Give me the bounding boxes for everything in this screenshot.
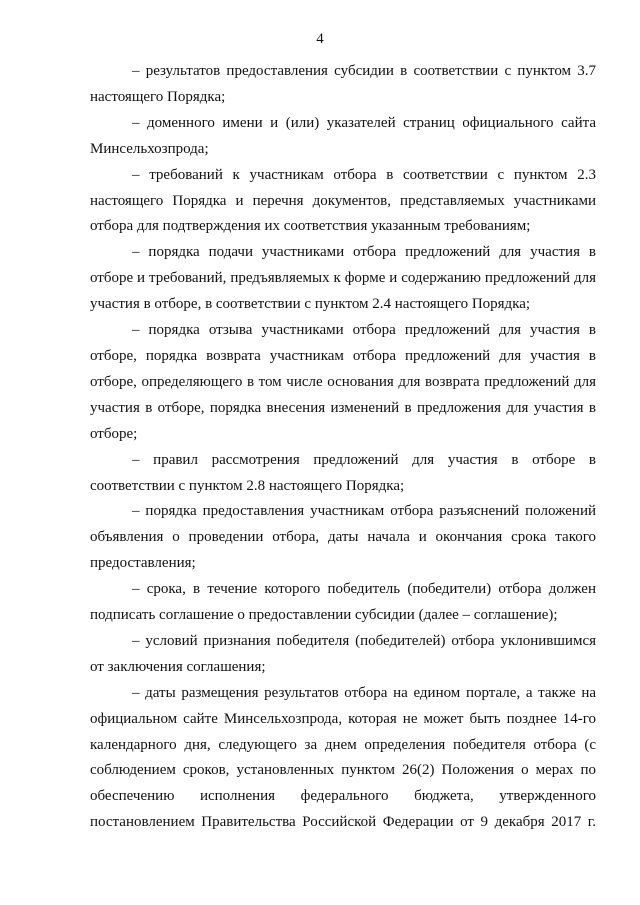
list-item: – условий признания победителя (победителей) отбора уклонившимся от заключения соглашения;	[90, 632, 596, 675]
list-item: – требований к участникам отбора в соответствии с пунктом 2.3 настоящего Порядка и перечня документов, представляемых участниками отбора для подтверждения их соответствия указанным требованиям;	[90, 166, 596, 235]
list-item: – доменного имени и (или) указателей страниц официального сайта Минсельхозпрода;	[90, 114, 596, 157]
list-item: – порядка отзыва участниками отбора предложений для участия в отборе, порядка возврата участникам отбора предложений для участия в отборе, определяющего в том числе основания для возврата предложений для участия в отборе, порядка внесения изменений в предложения для участия в отборе;	[90, 322, 596, 442]
page-number: 4	[316, 31, 324, 47]
list-item: – срока, в течение которого победитель (победители) отбора должен подписать соглашение о предоставлении субсидии (далее – соглашение);	[90, 581, 596, 624]
list-item: – порядка подачи участниками отбора предложений для участия в отборе и требований, предъявляемых к форме и содержанию предложений для участия в отборе, в соответствии с пунктом 2.4 настоящего Порядка;	[90, 244, 596, 313]
list-item: – правил рассмотрения предложений для участия в отборе в соответствии с пунктом 2.8 настоящего Порядка;	[90, 451, 596, 494]
list-item: – даты размещения результатов отбора на едином портале, а также на официальном сайте Минсельхозпрода, которая не может быть позднее 14-го календарного дня, следующего за днем определения победителя отбора (с соблюдением сроков, установленных пунктом 26(2) Положения о мерах по обеспечению исполнения федерального бюджета, утвержденного постановлением Правительства Российской Федерации от 9 декабря 2017 г.	[90, 684, 596, 831]
list-item: – результатов предоставления субсидии в соответствии с пунктом 3.7 настоящего Порядка;	[90, 63, 596, 105]
document-body	[90, 59, 596, 836]
list-item: – порядка предоставления участникам отбора разъяснений положений объявления о проведении отбора, даты начала и окончания срока такого предоставления;	[90, 503, 596, 572]
